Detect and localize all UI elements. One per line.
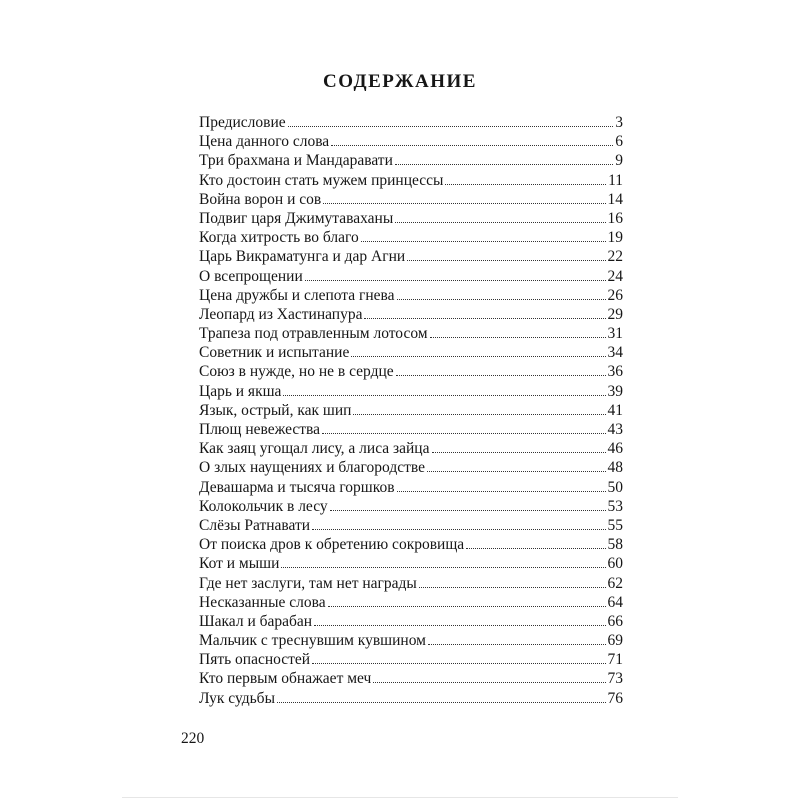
dot-leader — [419, 587, 606, 588]
toc-entry-page-number: 22 — [607, 248, 623, 266]
toc-entry-page-number: 60 — [607, 555, 623, 573]
toc-entry — [199, 209, 623, 228]
toc-entry — [199, 190, 623, 209]
toc-entry-title: Слёзы Ратнавати — [199, 516, 311, 534]
toc-entry — [199, 439, 623, 458]
toc-entry — [199, 401, 623, 420]
toc-entry-page-number: 76 — [607, 689, 623, 707]
divider — [122, 797, 678, 798]
toc-entry-page-number: 3 — [615, 114, 623, 131]
dot-leader — [361, 241, 606, 242]
toc-entry-title: Цена данного слова — [199, 133, 330, 151]
toc-entry-page-number: 71 — [607, 651, 623, 669]
toc-entry-title: Как заяц угощал лису, а лиса зайца — [199, 440, 430, 458]
toc-entry — [199, 689, 623, 708]
toc-entry — [199, 324, 623, 343]
toc-entry — [199, 650, 623, 669]
toc-entry-title: Леопард из Хастинапура — [199, 305, 363, 323]
toc-entry — [199, 631, 623, 650]
toc-entry-title: Царь и якша — [199, 382, 282, 400]
toc-entry-title: Кто достоин стать мужем принцессы — [199, 171, 444, 189]
toc-entry — [199, 535, 623, 554]
toc-entry-title: Несказанные слова — [199, 593, 326, 611]
toc-entry-page-number: 62 — [607, 574, 623, 592]
toc-entry — [199, 267, 623, 286]
toc-entry — [199, 343, 623, 362]
toc-entry-page-number: 53 — [607, 497, 623, 515]
toc-entry-page-number: 43 — [607, 421, 623, 438]
toc-entry — [199, 612, 623, 631]
toc-entry-title: Кот и мыши — [199, 555, 280, 573]
toc-entry-title: Цена дружбы и слепота гнева — [199, 286, 395, 304]
dot-leader — [312, 663, 605, 664]
toc-entry — [199, 554, 623, 573]
toc-entry — [199, 247, 623, 266]
dot-leader — [331, 145, 613, 146]
toc-entry-page-number: 36 — [607, 363, 623, 381]
toc-entry-page-number: 41 — [607, 401, 623, 419]
toc-entry — [199, 228, 623, 247]
toc-entry-title: Царь Викраматунга и дар Агни — [199, 248, 406, 266]
toc-entry-page-number: 39 — [607, 382, 623, 400]
dot-leader — [288, 126, 614, 127]
dot-leader — [466, 548, 605, 549]
toc-entry-title: Союз в нужде, но не в сердце — [199, 363, 394, 381]
toc-entry-title: Когда хитрость во благо — [199, 229, 359, 247]
toc-entry-page-number: 6 — [615, 133, 623, 151]
toc-entry — [199, 497, 623, 516]
dot-leader — [395, 164, 613, 165]
dot-leader — [283, 395, 605, 396]
toc-entry — [199, 458, 623, 477]
table-of-contents — [199, 113, 623, 708]
toc-entry — [199, 593, 623, 612]
toc-entry-title: О всепрощении — [199, 267, 303, 285]
toc-entry-title: Три брахмана и Мандаравати — [199, 152, 393, 170]
dot-leader — [432, 452, 606, 453]
toc-entry-title: Трапеза под отравленным лотосом — [199, 325, 428, 343]
dot-leader — [328, 606, 606, 607]
dot-leader — [397, 299, 606, 300]
dot-leader — [305, 280, 606, 281]
dot-leader — [277, 702, 606, 703]
dot-leader — [407, 260, 605, 261]
toc-entry — [199, 362, 623, 381]
toc-entry-page-number: 69 — [607, 632, 623, 650]
toc-entry-page-number: 26 — [607, 286, 623, 304]
toc-entry-page-number: 29 — [607, 305, 623, 323]
dot-leader — [428, 644, 606, 645]
toc-entry — [199, 382, 623, 401]
toc-entry-title: Кто первым обнажает меч — [199, 670, 372, 688]
toc-entry-page-number: 11 — [608, 171, 623, 189]
toc-entry-title: Плющ невежества — [199, 421, 321, 438]
page-title: СОДЕРЖАНИЕ — [323, 71, 477, 92]
toc-entry — [199, 478, 623, 497]
toc-entry-title: О злых наущениях и благородстве — [199, 459, 425, 477]
toc-entry-page-number: 16 — [607, 209, 623, 227]
dot-leader — [312, 529, 605, 530]
toc-entry-title: Шакал и барабан — [199, 612, 313, 630]
dot-leader — [351, 356, 605, 357]
toc-entry-title: Советник и испытание — [199, 344, 350, 362]
toc-entry-title: Лук судьбы — [199, 689, 275, 707]
dot-leader — [364, 318, 605, 319]
toc-entry — [199, 305, 623, 324]
toc-entry-title: Мальчик с треснувшим кувшином — [199, 632, 426, 650]
toc-entry — [199, 151, 623, 170]
toc-entry-title: Язык, острый, как шип — [199, 401, 352, 419]
toc-entry-page-number: 73 — [607, 670, 623, 688]
toc-entry-page-number: 19 — [607, 229, 623, 247]
toc-entry-title: Девашарма и тысяча горшков — [199, 478, 395, 496]
toc-entry-page-number: 50 — [607, 478, 623, 496]
toc-entry-page-number: 24 — [607, 267, 623, 285]
toc-entry-title: Подвиг царя Джимутаваханы — [199, 209, 394, 227]
page-number: 220 — [181, 730, 205, 747]
toc-entry-page-number: 55 — [607, 516, 623, 534]
toc-entry — [199, 574, 623, 593]
dot-leader — [396, 375, 606, 376]
toc-entry-page-number: 64 — [607, 593, 623, 611]
dot-leader — [445, 184, 606, 185]
dot-leader — [395, 222, 605, 223]
dot-leader — [430, 337, 606, 338]
dot-leader — [322, 433, 605, 434]
toc-entry-page-number: 31 — [607, 325, 623, 343]
toc-entry — [199, 669, 623, 688]
toc-entry-page-number: 34 — [607, 344, 623, 362]
toc-entry-page-number: 14 — [607, 190, 623, 208]
dot-leader — [427, 471, 606, 472]
toc-entry-title: Колокольчик в лесу — [199, 497, 328, 515]
dot-leader — [373, 682, 605, 683]
toc-entry-page-number: 58 — [607, 536, 623, 554]
toc-entry-page-number: 66 — [607, 612, 623, 630]
toc-entry-title: Пять опасностей — [199, 651, 311, 669]
toc-entry — [199, 286, 623, 305]
toc-entry-page-number: 9 — [615, 152, 623, 170]
toc-entry-page-number: 46 — [607, 440, 623, 458]
toc-entry-title: Предисловие — [199, 114, 286, 131]
dot-leader — [314, 625, 605, 626]
toc-entry-title: От поиска дров к обретению сокровища — [199, 536, 465, 554]
toc-entry — [199, 113, 623, 132]
toc-entry — [199, 132, 623, 151]
toc-entry — [199, 420, 623, 439]
dot-leader — [353, 414, 605, 415]
dot-leader — [323, 203, 605, 204]
dot-leader — [281, 567, 605, 568]
dot-leader — [330, 510, 606, 511]
toc-entry — [199, 516, 623, 535]
dot-leader — [397, 491, 606, 492]
toc-entry-title: Где нет заслуги, там нет награды — [199, 574, 417, 592]
toc-entry-title: Война ворон и сов — [199, 190, 322, 208]
toc-entry — [199, 171, 623, 190]
toc-entry-page-number: 48 — [607, 459, 623, 477]
